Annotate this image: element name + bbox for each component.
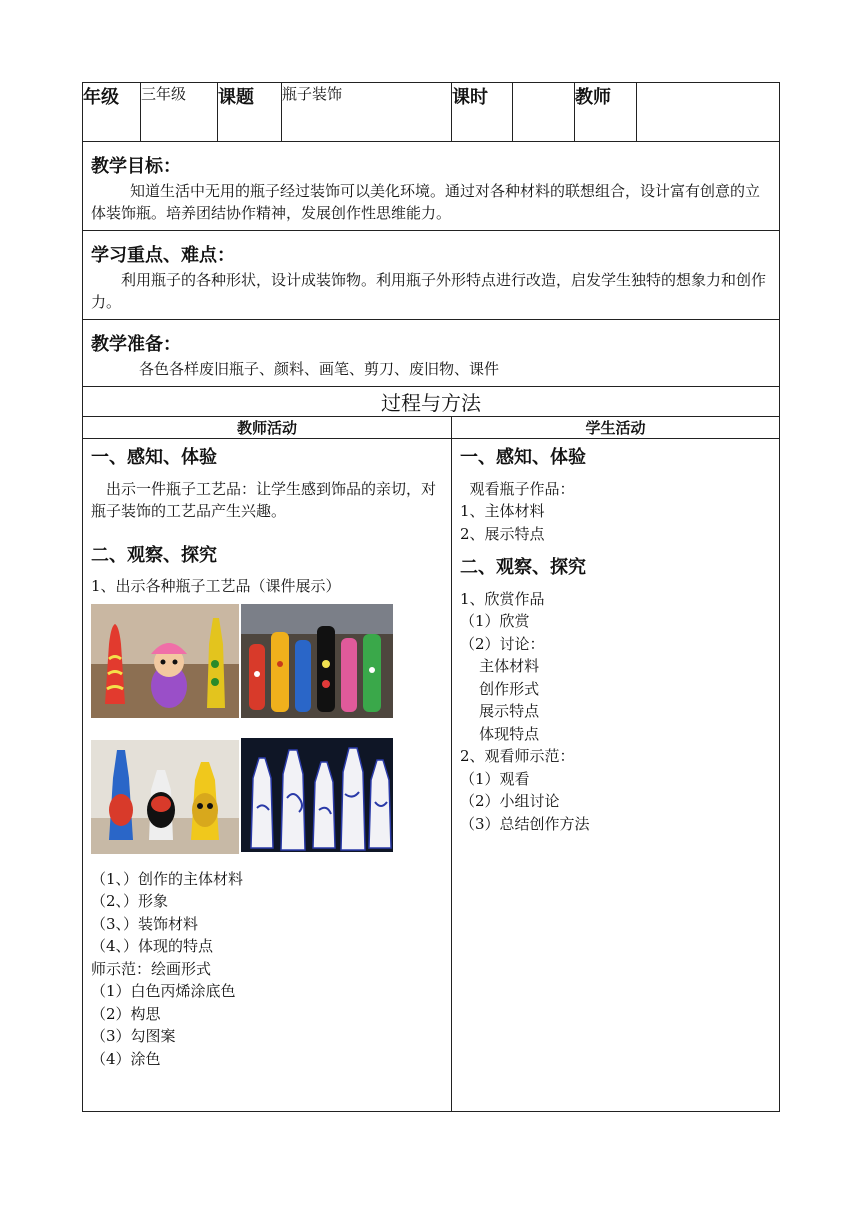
process-title: 过程与方法 bbox=[83, 387, 780, 417]
list-item: 1、欣赏作品 bbox=[460, 589, 545, 608]
objectives-row bbox=[83, 142, 780, 231]
list-item: 2、展示特点 bbox=[460, 524, 545, 543]
key-points-body: 利用瓶子的各种形状，设计成装饰物。利用瓶子外形特点进行改造，启发学生独特的想象力和创作力。 bbox=[91, 271, 767, 311]
decorated-bottles-photo-1 bbox=[91, 604, 239, 718]
list-item: 展示特点 bbox=[460, 702, 540, 720]
preparation-row bbox=[83, 320, 780, 387]
list-item: 师示范：绘画形式 bbox=[91, 959, 212, 978]
list-item: 主体材料 bbox=[460, 657, 540, 675]
list-item: 观看瓶子作品： bbox=[460, 479, 575, 498]
list-item: （1）观看 bbox=[460, 769, 530, 788]
decorated-bottles-photo-2 bbox=[241, 604, 393, 718]
header-row bbox=[83, 83, 780, 142]
list-item: 1、主体材料 bbox=[460, 502, 545, 520]
student-activity-head: 学生活动 bbox=[452, 417, 780, 439]
list-item: 2、观看师示范： bbox=[460, 747, 575, 765]
list-item: 体现特点 bbox=[460, 724, 540, 743]
student-section-1-title: 一、感知、体验 bbox=[460, 447, 586, 468]
list-item: （3）勾图案 bbox=[91, 1027, 176, 1045]
teacher-section-2-title: 二、观察、探究 bbox=[91, 544, 217, 566]
objectives-title: 教学目标： bbox=[91, 156, 181, 177]
preparation-title: 教学准备： bbox=[91, 334, 181, 355]
teacher-label: 教师 bbox=[575, 83, 637, 142]
column-head-row bbox=[83, 417, 780, 439]
key-points-title: 学习重点、难点： bbox=[91, 245, 235, 266]
process-title-row bbox=[83, 387, 780, 417]
list-item: （3、）装饰材料 bbox=[91, 914, 199, 933]
teacher-item-list bbox=[91, 868, 443, 1071]
lesson-plan-document bbox=[82, 82, 779, 1112]
grade-label: 年级 bbox=[83, 83, 141, 142]
list-item: 创作形式 bbox=[460, 679, 540, 698]
list-item: （2）讨论： bbox=[460, 634, 545, 653]
list-item: （4）涂色 bbox=[91, 1049, 161, 1068]
list-item: （4、）体现的特点 bbox=[91, 937, 214, 955]
topic-label: 课题 bbox=[218, 83, 282, 142]
list-item: （1）白色丙烯涂底色 bbox=[91, 982, 236, 1000]
period-value bbox=[513, 83, 575, 142]
list-item: （1）欣赏 bbox=[460, 612, 530, 630]
blue-white-bottles-photo bbox=[241, 738, 393, 852]
lesson-plan-table bbox=[82, 82, 780, 1112]
list-item: （3）总结创作方法 bbox=[460, 814, 590, 833]
objectives-body: 知道生活中无用的瓶子经过装饰可以美化环境。通过对各种材料的联想组合，设计富有创意的立体装饰瓶。培养团结协作精神，发展创作性思维能力。 bbox=[91, 182, 761, 222]
student-activity-column bbox=[452, 447, 779, 841]
preparation-body: 各色各样废旧瓶子、颜料、画笔、剪刀、废旧物、课件 bbox=[139, 360, 500, 378]
list-item: （2）小组讨论 bbox=[460, 792, 560, 810]
topic-value: 瓶子装饰 bbox=[282, 83, 452, 142]
opera-mask-bottles-photo bbox=[91, 740, 239, 854]
teacher-activity-head: 教师活动 bbox=[83, 417, 452, 439]
activity-row bbox=[83, 439, 780, 1112]
grade-value: 三年级 bbox=[141, 83, 218, 142]
list-item: （2）构思 bbox=[91, 1004, 161, 1023]
student-section-2-title: 二、观察、探究 bbox=[460, 557, 586, 578]
teacher-section-1-body: 出示一件瓶子工艺品：让学生感到饰品的亲切，对瓶子装饰的工艺品产生兴趣。 bbox=[91, 479, 437, 520]
teacher-section-2-intro: 1、出示各种瓶子工艺品（课件展示） bbox=[91, 577, 341, 595]
teacher-section-1-title: 一、感知、体验 bbox=[91, 447, 217, 468]
bottle-photos bbox=[91, 604, 401, 860]
teacher-value bbox=[637, 83, 780, 142]
key-points-row bbox=[83, 231, 780, 320]
list-item: （1、）创作的主体材料 bbox=[91, 869, 244, 888]
list-item: （2、）形象 bbox=[91, 892, 169, 910]
teacher-activity-column bbox=[83, 447, 451, 1076]
period-label: 课时 bbox=[452, 83, 513, 142]
